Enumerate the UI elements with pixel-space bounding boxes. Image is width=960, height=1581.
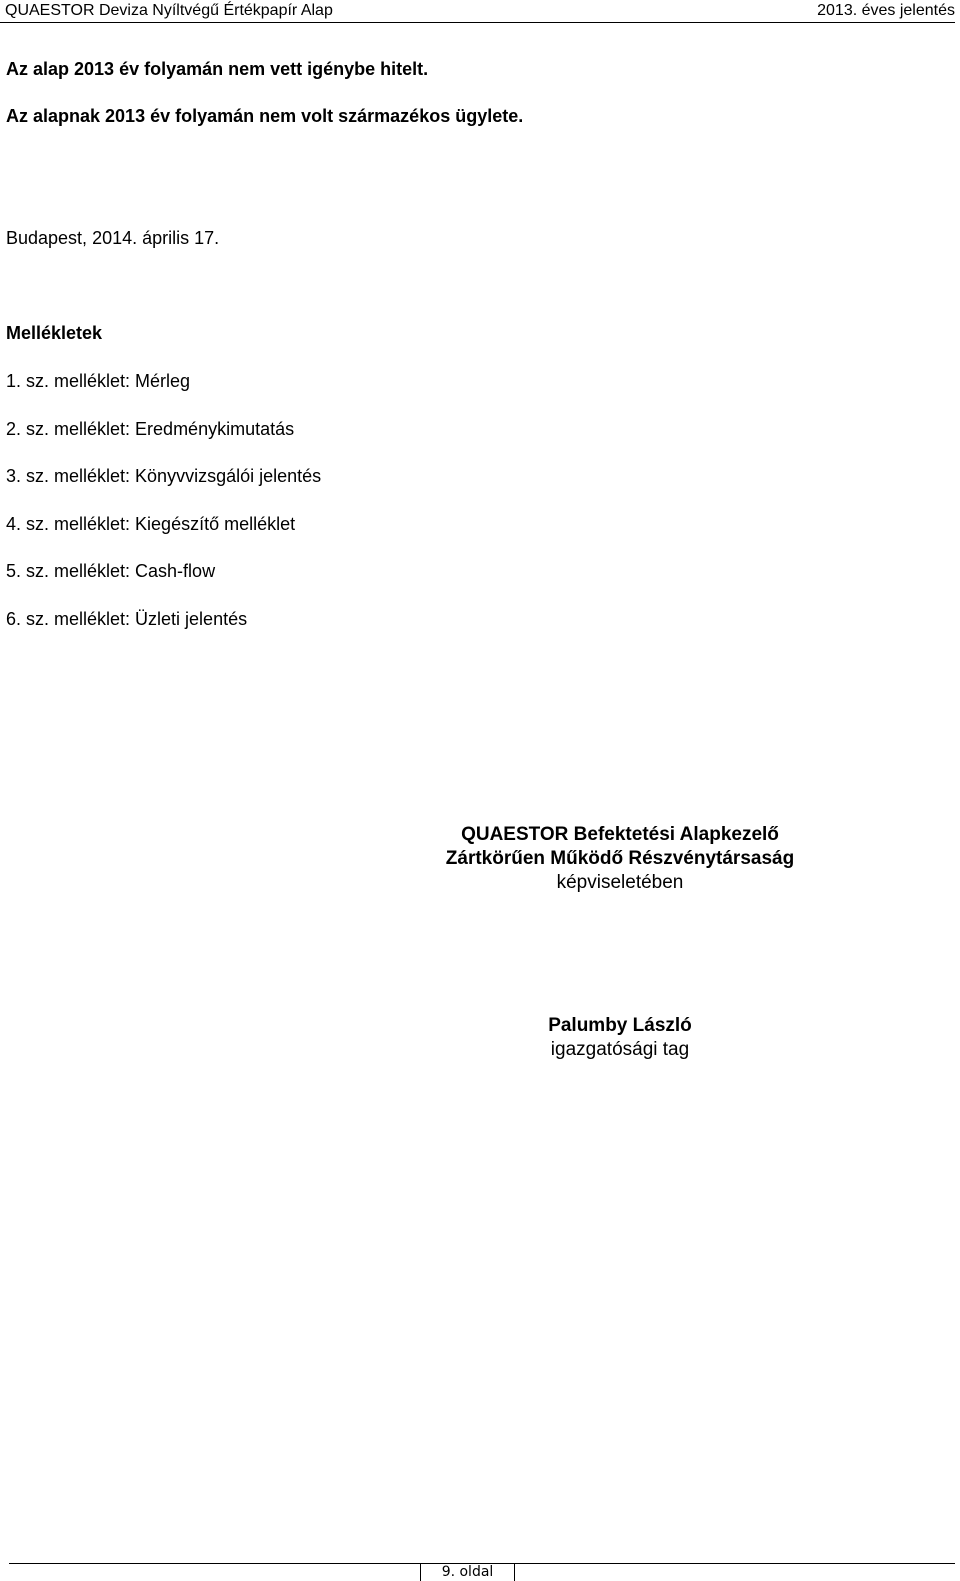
page-number: 9. oldal	[441, 1564, 494, 1580]
annex-item: 4. sz. melléklet: Kiegészítő melléklet	[6, 514, 296, 534]
annex-item: 1. sz. melléklet: Mérleg	[6, 371, 191, 391]
signer-title: igazgatósági tag	[550, 1039, 690, 1060]
representation-text: képviseletében	[556, 872, 684, 893]
signer-name: Palumby László	[548, 1015, 692, 1036]
header-fund-name: QUAESTOR Deviza Nyíltvégű Értékpapír Alap	[5, 2, 333, 19]
header-report-title: 2013. éves jelentés	[817, 2, 955, 19]
signer-block	[340, 1014, 900, 1062]
company-name-line1: QUAESTOR Befektetési Alapkezelő	[461, 824, 779, 845]
signature-company-block	[340, 823, 900, 895]
company-name-line2: Zártkörűen Működő Részvénytársaság	[445, 848, 795, 869]
annexes-title: Mellékletek	[6, 323, 103, 343]
credit-statement: Az alap 2013 év folyamán nem vett igénybe hitelt.	[6, 59, 429, 79]
annex-item: 5. sz. melléklet: Cash-flow	[6, 561, 216, 581]
place-and-date: Budapest, 2014. április 17.	[6, 228, 220, 248]
annex-item: 6. sz. melléklet: Üzleti jelentés	[6, 609, 248, 629]
annex-item: 2. sz. melléklet: Eredménykimutatás	[6, 419, 295, 439]
page-header	[0, 0, 955, 23]
annex-item: 3. sz. melléklet: Könyvvizsgálói jelentés	[6, 466, 322, 486]
derivative-statement: Az alapnak 2013 év folyamán nem volt származékos ügylete.	[6, 106, 524, 126]
